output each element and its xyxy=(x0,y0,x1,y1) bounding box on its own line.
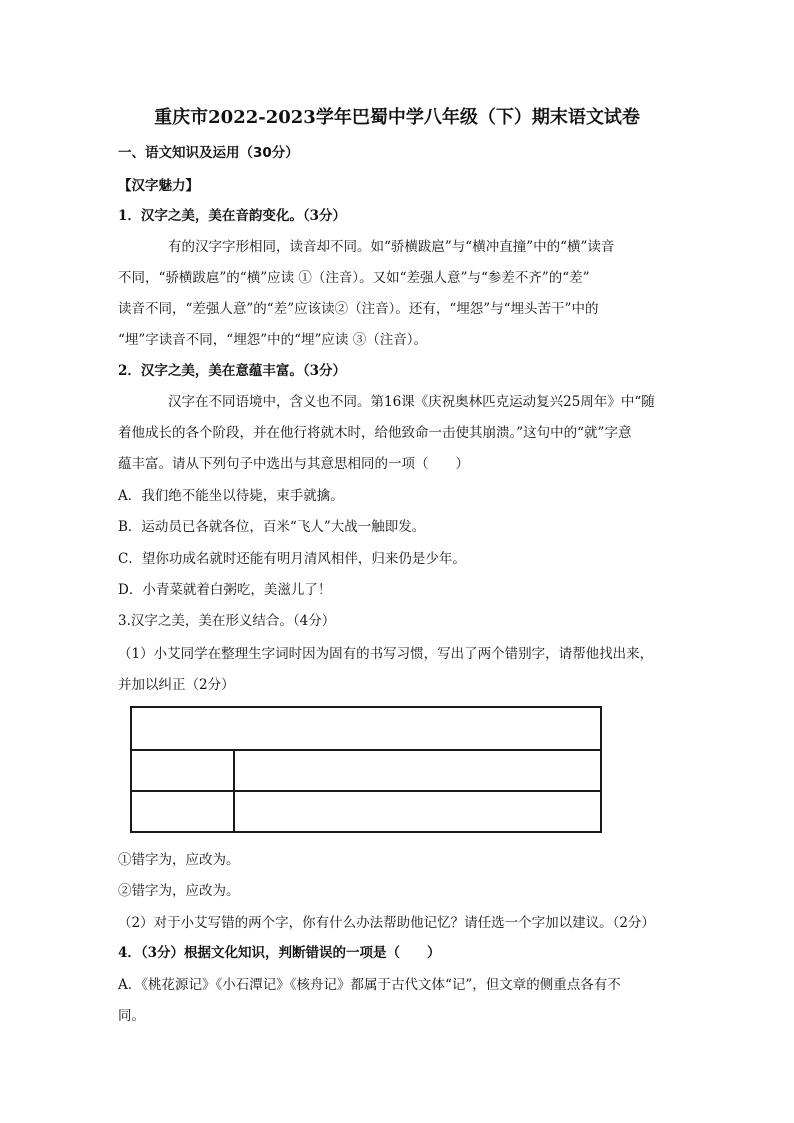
question-4-option-a: 同。 xyxy=(118,1008,145,1024)
section-heading: 一、语文知识及运用（30分） xyxy=(118,145,299,161)
question-1-text-line: 读音不同，“差强人意”的“差”应该读②（注音）。还有，“埋怨”与“埋头苦干”中的 xyxy=(118,301,599,317)
question-1-text-line: 不同，“骄横跋扈”的“横”应读 ①（注音）。又如“差强人意”与“参差不齐”的“差” xyxy=(118,270,590,286)
question-2-text-line: 着他成长的各个阶段，并在他行将就木时，给他致命一击使其崩溃。”这句中的“就”字意 xyxy=(118,425,632,441)
table-divider xyxy=(233,749,235,831)
question-2-option-a: A．我们绝不能坐以待毙，束手就擒。 xyxy=(118,488,344,504)
question-2-option-d: D．小青菜就着白粥吃，美滋儿了！ xyxy=(118,582,332,598)
question-3-part-1-line: （1）小艾同学在整理生字词时因为固有的书写习惯，写出了两个错别字，请帮他找出来， xyxy=(118,646,654,662)
question-3-fill-1: ①错字为，应改为。 xyxy=(118,852,240,868)
question-3-part-2: （2）对于小艾写错的两个字，你有什么办法帮助他记忆？请任选一个字加以建议。（2分） xyxy=(118,915,655,931)
question-1-heading: 1．汉字之美，美在音韵变化。（3分） xyxy=(118,208,347,224)
table-divider xyxy=(132,749,600,751)
table-divider xyxy=(132,790,600,792)
question-3-fill-2: ②错字为，应改为。 xyxy=(118,883,240,899)
question-4-option-a: A．《桃花源记》《小石潭记》《核舟记》都属于古代文体“记”，但文章的侧重点各有不 xyxy=(118,977,621,993)
answer-table xyxy=(130,706,602,833)
question-1-text-line: 有的汉字字形相同，读音却不同。如“骄横跋扈”与“横冲直撞”中的“横”读音 xyxy=(168,239,615,255)
subsection-heading: 【汉字魅力】 xyxy=(118,178,199,194)
question-2-text-line: 汉字在不同语境中，含义也不同。第16课《庆祝奥林匹克运动复兴25周年》中“随 xyxy=(168,394,655,410)
question-1-text-line: “埋”字读音不同，“埋怨”中的“埋”应读 ③（注音）。 xyxy=(118,332,427,348)
question-4-heading: 4．（3分）根据文化知识，判断错误的一项是（ ） xyxy=(118,945,441,961)
question-2-option-b: B．运动员已各就各位，百米“飞人”大战一触即发。 xyxy=(118,519,426,535)
question-2-option-c: C．望你功成名就时还能有明月清风相伴，归来仍是少年。 xyxy=(118,551,466,567)
exam-title: 重庆市2022-2023学年巴蜀中学八年级（下）期末语文试卷 xyxy=(154,107,640,128)
question-3-part-1-line: 并加以纠正（2分） xyxy=(118,677,235,693)
question-2-heading: 2．汉字之美，美在意蕴丰富。（3分） xyxy=(118,363,347,379)
question-2-text-line: 蕴丰富。请从下列句子中选出与其意思相同的一项（ ） xyxy=(118,456,469,472)
question-3-heading: 3.汉字之美，美在形义结合。（4分） xyxy=(118,613,336,629)
